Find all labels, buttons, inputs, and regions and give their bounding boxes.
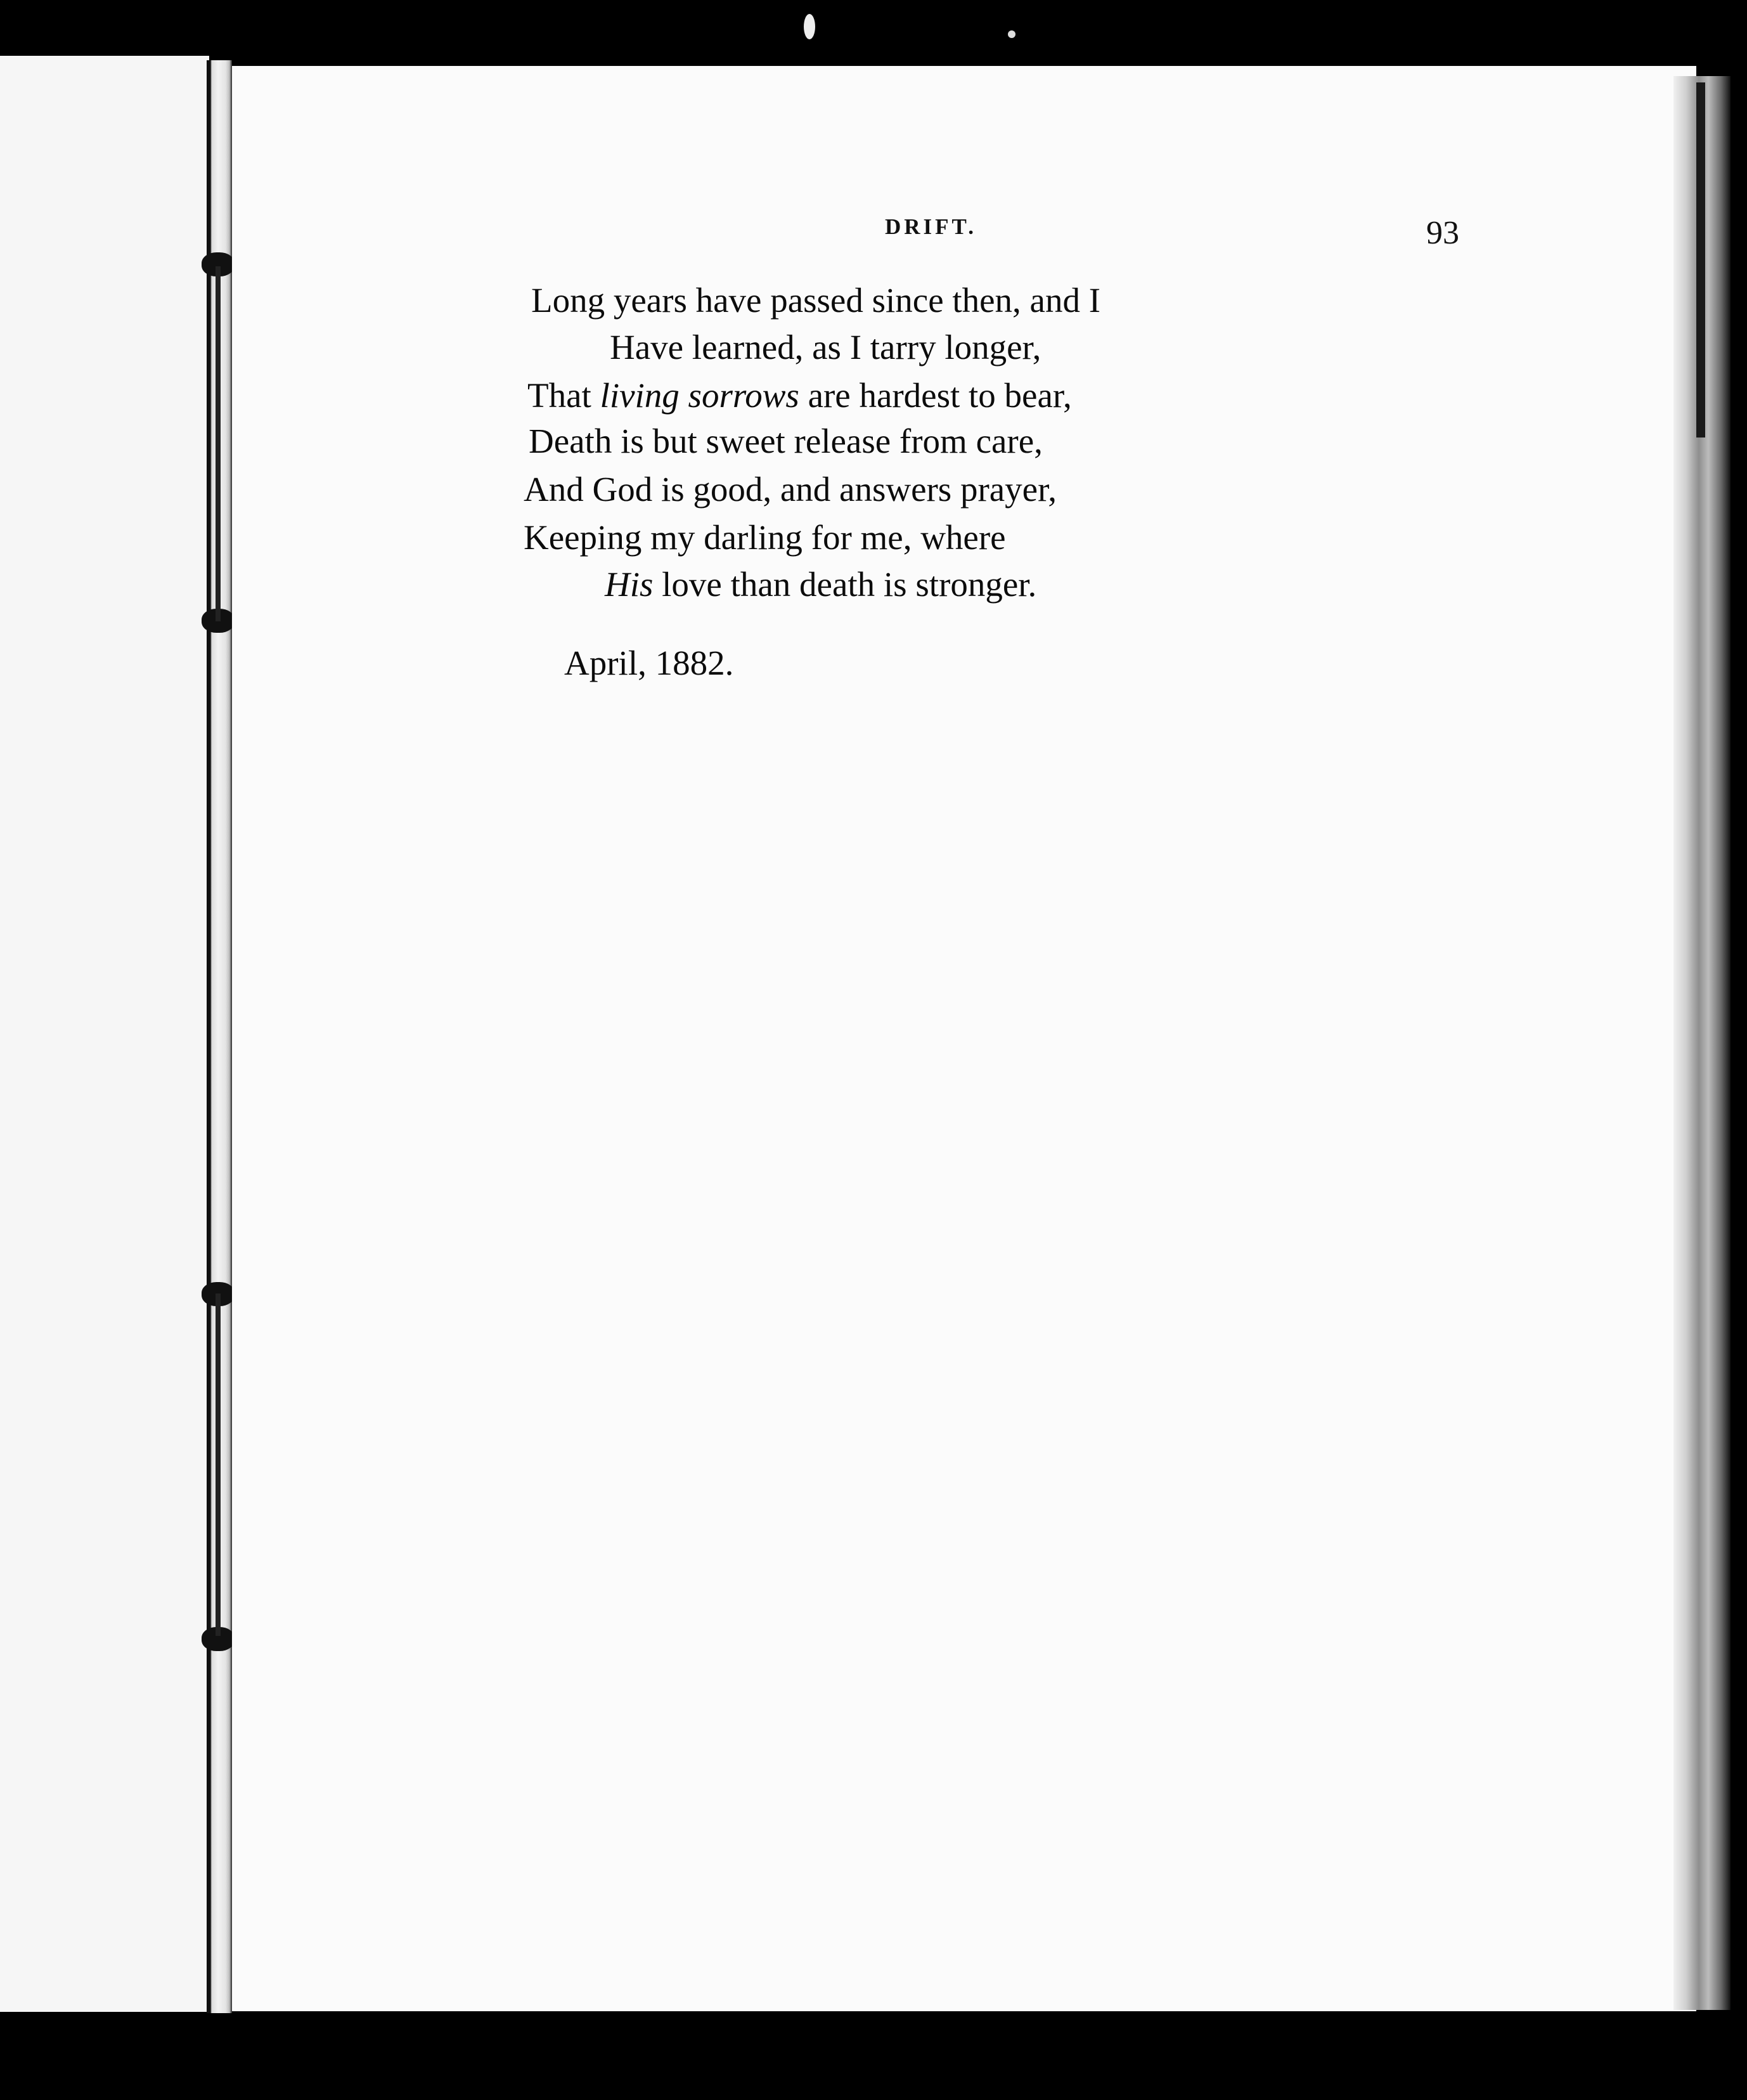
previous-page-edge: [0, 56, 209, 2012]
page-edge-dark-band: [1696, 82, 1705, 438]
scan-artifact: [1008, 30, 1015, 38]
poem-line-text: are hardest to bear,: [799, 376, 1072, 415]
poem-line-italic: His: [605, 565, 654, 604]
poem-line-1: [531, 283, 1100, 318]
poem-line-5: [524, 472, 1057, 507]
poem-line-4: [529, 424, 1043, 458]
poem-line-text: Have learned, as I tarry longer,: [610, 328, 1041, 366]
poem-line-text: That: [527, 376, 600, 415]
scan-artifact: [804, 14, 815, 39]
poem-line-3: [527, 378, 1072, 413]
poem-line-6: [524, 520, 1006, 555]
binding-thread: [216, 1293, 221, 1636]
poem-line-text: love than death is stronger.: [653, 565, 1037, 604]
poem-line-text: Death is but sweet release from care,: [529, 422, 1043, 460]
poem-date: April, 1882.: [564, 644, 734, 682]
page-number: 93: [1426, 215, 1459, 251]
poem-line-7: [605, 567, 1036, 602]
running-head: DRIFT.: [885, 214, 977, 239]
poem-line-text: Long years have passed since then, and I: [531, 281, 1101, 320]
binding-thread: [216, 266, 221, 621]
poem-line-italic: living sorrows: [600, 376, 799, 415]
poem-line-text: Keeping my darling for me, where: [524, 518, 1006, 557]
poem-line-text: And God is good, and answers prayer,: [524, 470, 1057, 509]
poem-line-2: [610, 330, 1041, 365]
